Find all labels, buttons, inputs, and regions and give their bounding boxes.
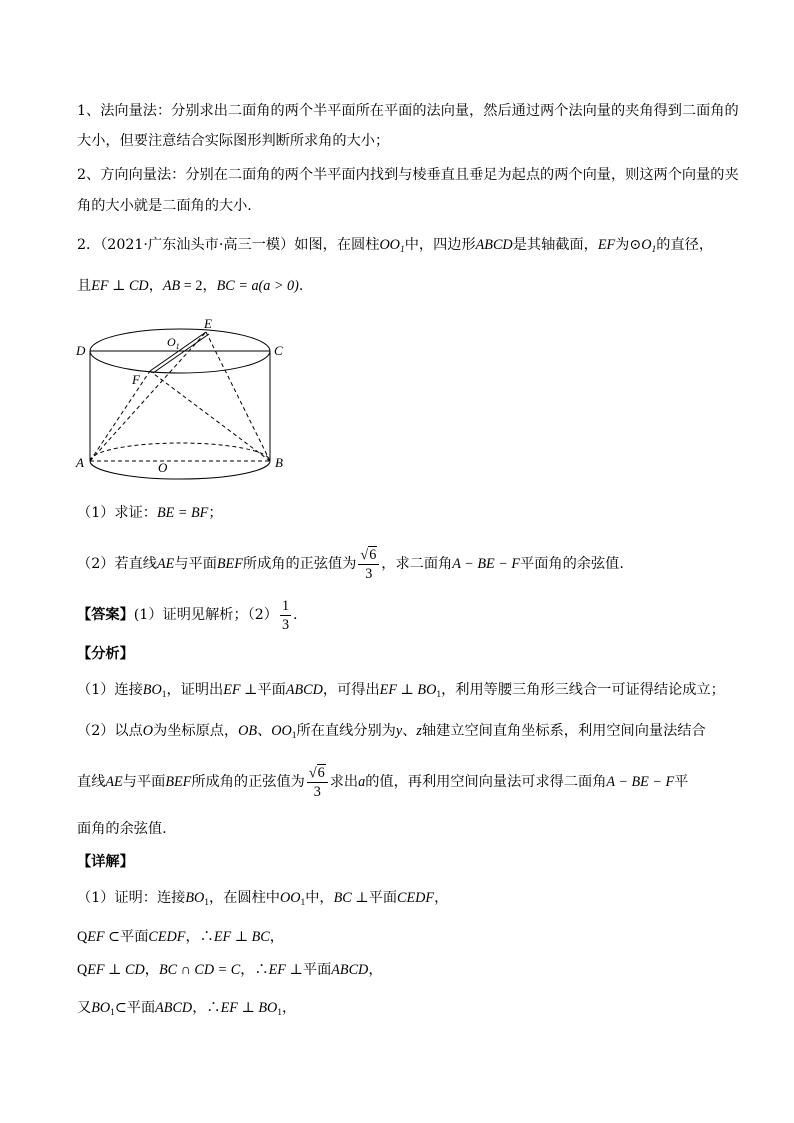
detail-line3: [77, 960, 383, 980]
method2-line1: 2、方向向量法：分别在二面角的两个半平面内找到与棱垂直且垂足为起点的两个向量，则这两个向量的夹: [77, 167, 739, 183]
q2-ae: AE: [156, 556, 175, 572]
analysis-plane: 平面: [257, 682, 286, 698]
analysis-ef-perp-bo1: EF ⊥ $BO_1$: [379, 682, 442, 700]
ef-label: EF: [597, 237, 616, 253]
analysis-abcd: ABCD: [285, 682, 323, 698]
detail-ef-perp: EF ⊥: [268, 962, 303, 978]
a-condition: (a > 0): [258, 278, 299, 294]
analysis-line1: [77, 680, 725, 700]
label-a: A: [76, 455, 84, 470]
answer-fraction: $\frac{1}{3}$: [281, 597, 290, 633]
analysis-bef: BEF: [165, 774, 192, 790]
label-c: C: [274, 343, 283, 358]
detail-d1-mid: ，在圆柱中: [209, 890, 280, 906]
analysis-a3-mid1: 与平面: [122, 774, 166, 790]
analysis-a1-prefix: （1）连接: [77, 682, 143, 698]
analysis-a-var: a: [358, 774, 366, 790]
analysis-bo1: $BO_1$: [142, 682, 167, 700]
detail-d4-end: ，: [282, 1000, 297, 1016]
method1-line2: 大小，但要注意结合实际图形判断所求角的大小；: [77, 133, 390, 149]
analysis-line2: [77, 721, 706, 741]
label-f: F: [132, 372, 140, 387]
problem-text-3: 是其轴截面，: [512, 237, 598, 253]
analysis-z-axis: z: [416, 723, 422, 739]
circle-o1-label: $O_1$: [641, 237, 657, 255]
problem-line2: [77, 276, 303, 296]
method2-line2: 角的大小就是二面角的大小.: [77, 198, 252, 214]
detail-cedf: CEDF: [397, 890, 435, 906]
answer-label: 【答案】: [77, 607, 134, 623]
detail-d1-prefix: （1）证明：连接: [77, 890, 186, 906]
detail-ef-perp-bo1: EF ⊥ $BO_1$: [220, 1000, 283, 1018]
problem-text-5: 的直径，: [656, 237, 714, 253]
analysis-origin: O: [142, 723, 154, 739]
q2-text-2: 所成角的正弦值为: [242, 556, 357, 572]
detail-d3-end: ，: [368, 962, 383, 978]
q2-dihedral: A − BE − F: [452, 556, 520, 572]
q2-suffix: 平面角的余弦值.: [520, 556, 624, 572]
analysis-a1-mid2: ，可得出: [322, 682, 380, 698]
detail-ef-perp-cd: EF ⊥ CD: [87, 962, 145, 978]
analysis-line3: [77, 763, 688, 801]
detail-line1: [77, 888, 448, 908]
analysis-a2-sep: 、: [257, 723, 272, 739]
ef-segment-2: [153, 334, 209, 373]
cylinder-axis-label: $OO_1$: [379, 237, 405, 255]
analysis-a3-mid4: 的值，再利用空间向量法可求得二面角: [365, 774, 607, 790]
detail-d2-end: ，: [269, 929, 284, 945]
answer-end: .: [293, 607, 298, 623]
bottom-ellipse-back: [90, 443, 270, 461]
detail-d2-plane: 平面: [120, 929, 149, 945]
analysis-label: 【分析】: [77, 646, 134, 662]
detail-ef-perp-bc: EF ⊥ BC: [213, 929, 270, 945]
q2-text-1: 与平面: [174, 556, 217, 572]
detail-d2-cedf: CEDF: [148, 929, 186, 945]
method1-line1: 1、法向量法：分别求出二面角的两个半平面所在平面的法向量，然后通过两个法向量的夹角得到二面角的: [77, 103, 739, 119]
ab-label: AB: [162, 278, 181, 294]
detail-d2-therefore: ，∴: [185, 929, 214, 945]
answer-text: (1）证明见解析；（2）: [133, 607, 278, 623]
problem-text-4: 为⊙: [615, 237, 642, 253]
detail-d3-plane: 平面: [302, 962, 332, 978]
detail-bc-cap-cd: BC ∩ CD = C: [158, 962, 241, 978]
detail-line2: [77, 927, 284, 947]
label-e: E: [204, 316, 212, 331]
analysis-ob: OB: [238, 723, 258, 739]
analysis-ef-perp: EF ⊥: [223, 682, 258, 698]
label-d: D: [76, 343, 86, 358]
question-1: [77, 503, 223, 523]
label-b: B: [275, 455, 283, 470]
detail-line4: [77, 998, 296, 1018]
analysis-a2-prefix: （2）以点: [77, 723, 143, 739]
detail-d1-mid2: 中，: [305, 890, 334, 906]
detail-label: 【详解】: [77, 854, 134, 870]
detail-d4-bo1: $BO_1$: [91, 1000, 115, 1018]
detail-bo1: $BO_1$: [185, 890, 210, 908]
section-label: ABCD: [475, 237, 513, 253]
label-o: O: [158, 460, 168, 475]
q1-suffix: ；: [208, 505, 223, 521]
analysis-a1-end: ，利用等腰三角形三线合一可证得结论成立；: [441, 682, 725, 698]
problem-l2-end: .: [298, 278, 304, 294]
analysis-a3-mid3: 求出: [329, 774, 359, 790]
analysis-a2-sep2: 、: [402, 723, 417, 739]
problem-text-2: 中，四边形: [404, 237, 476, 253]
analysis-dihedral: A − BE − F: [606, 774, 675, 790]
analysis-a2-mid1: 为坐标原点，: [153, 723, 239, 739]
analysis-a3-end: 平: [674, 774, 689, 790]
problem-l2-text-a: 且: [77, 278, 92, 294]
analysis-oo1: $OO_1$: [271, 723, 297, 741]
q1-prefix: （1）求证：: [77, 505, 157, 521]
detail-oo1: $OO_1$: [279, 890, 306, 908]
analysis-a3-prefix: 直线: [77, 774, 106, 790]
bottom-ellipse-front: [90, 461, 270, 479]
analysis-sine-fraction: $\frac{√6}{3}$: [307, 764, 328, 801]
q2-sine-fraction: $\frac{√6}{3}$: [358, 546, 379, 583]
detail-d4-therefore: ，∴: [192, 1000, 221, 1016]
detail-d3-therefore: ，∴: [240, 962, 269, 978]
detail-d4-abcd: ABCD: [155, 1000, 193, 1016]
bc-label: BC: [216, 278, 235, 294]
bf-segment: [150, 371, 270, 461]
ef-perp-cd: EF ⊥ CD: [91, 278, 149, 294]
detail-d4-subset: ⊂平面: [114, 1000, 156, 1016]
q2-prefix: （2）若直线: [77, 556, 157, 572]
ab-value: = 2: [180, 278, 203, 294]
problem-l2-sep1: ，: [148, 278, 163, 294]
analysis-a3-mid2: 所成角的正弦值为: [191, 774, 305, 790]
detail-q-symbol: Q: [77, 929, 88, 945]
q2-text-3: ，求二面角: [381, 556, 453, 572]
question-2: [77, 545, 624, 583]
q1-expression: BE = BF: [156, 505, 209, 521]
problem-line1: [77, 235, 713, 255]
detail-d4-prefix: 又: [77, 1000, 92, 1016]
detail-bc-perp: BC ⊥: [333, 890, 369, 906]
detail-ef-subset: EF ⊂: [87, 929, 121, 945]
detail-d3-abcd: ABCD: [331, 962, 369, 978]
q2-bef: BEF: [216, 556, 243, 572]
detail-d3-sep: ，: [144, 962, 159, 978]
af-segment: [90, 371, 150, 461]
analysis-ae: AE: [105, 774, 123, 790]
analysis-a1-mid1: ，证明出: [166, 682, 224, 698]
analysis-y-axis: y: [395, 723, 403, 739]
answer-line: [77, 596, 298, 634]
analysis-a2-mid2: 所在直线分别为: [296, 723, 396, 739]
problem-text-1: 2．（2021·广东汕头市·高三一模）如图，在圆柱: [77, 237, 380, 253]
detail-d1-end: ，: [434, 890, 449, 906]
detail-q-symbol-2: Q: [77, 962, 88, 978]
cylinder-figure: [70, 315, 290, 480]
detail-d1-plane: 平面: [368, 890, 398, 906]
analysis-line4: 面角的余弦值.: [77, 821, 167, 837]
problem-l2-sep2: ，: [202, 278, 217, 294]
bc-value: = a: [234, 278, 259, 294]
label-o1: $O_1$: [167, 335, 180, 351]
analysis-a2-end: 轴建立空间直角坐标系，利用空间向量法结合: [421, 723, 706, 739]
